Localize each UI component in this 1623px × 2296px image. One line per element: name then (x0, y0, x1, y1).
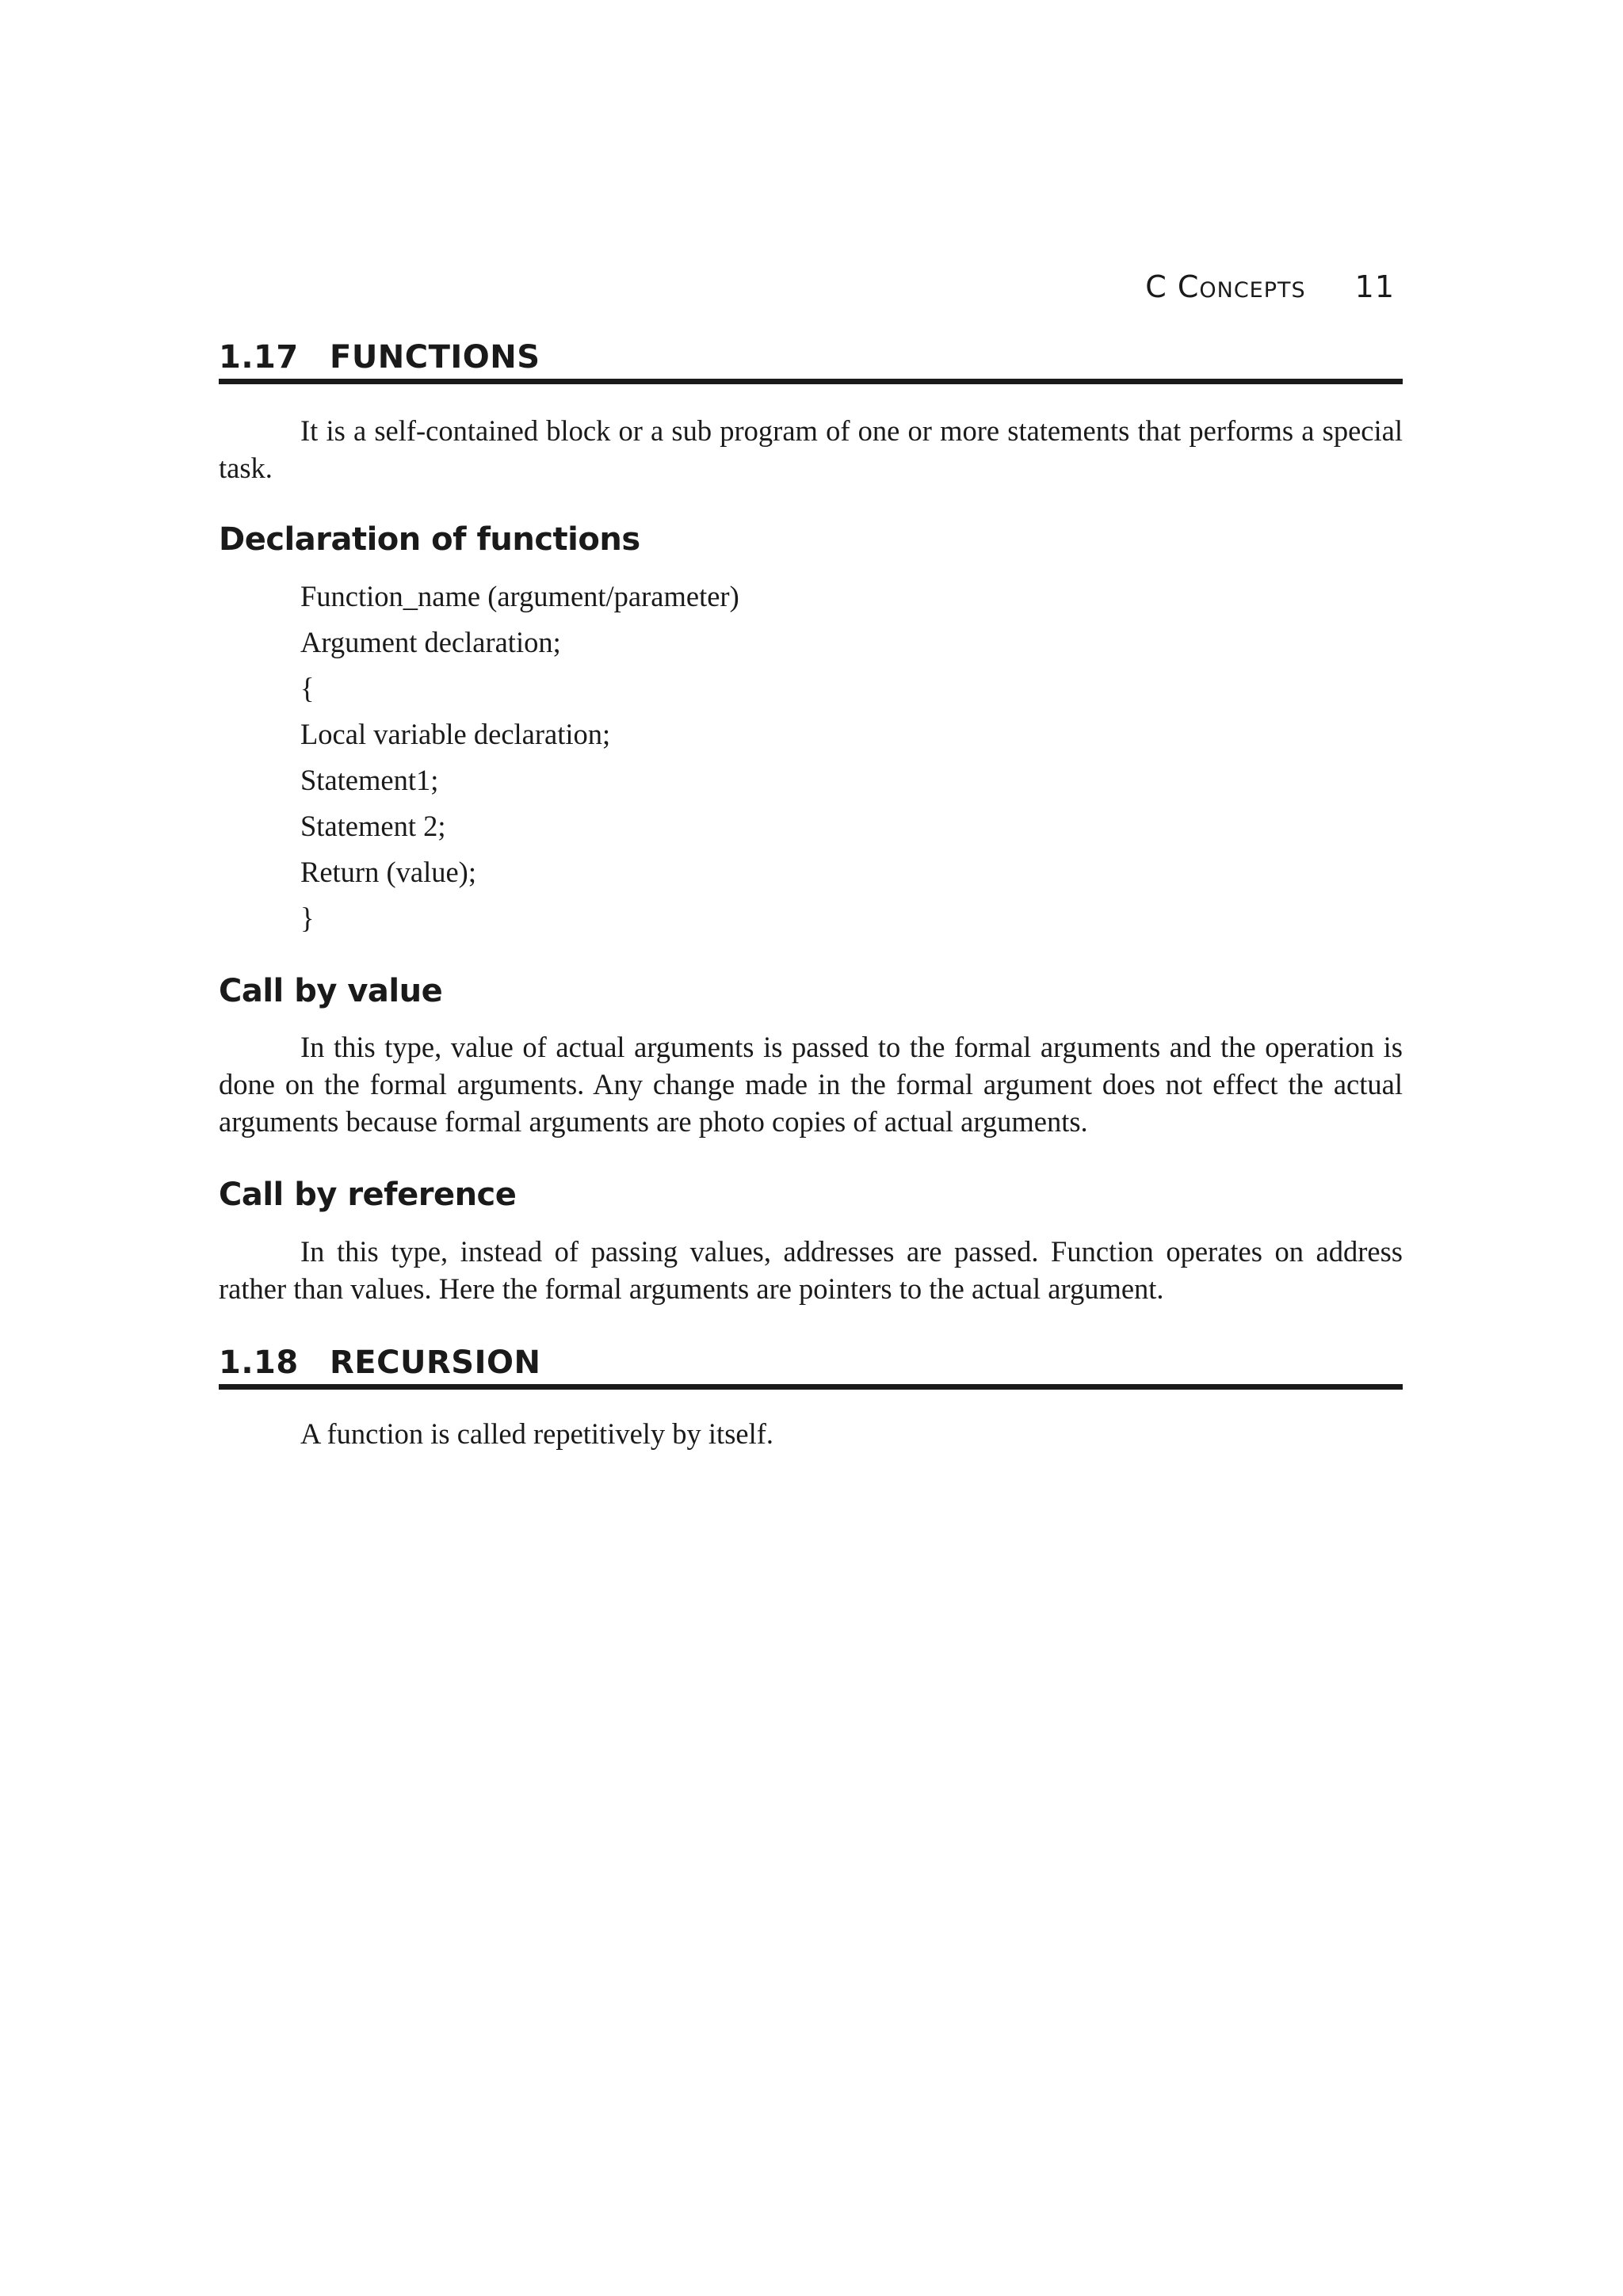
section-heading-functions (219, 339, 1403, 384)
code-line: Statement1; (300, 764, 439, 796)
running-title: C Concepts (1145, 269, 1306, 304)
section-title: FUNCTIONS (330, 339, 540, 376)
section-number: 1.18 (219, 1344, 299, 1381)
section-heading-recursion (219, 1344, 1403, 1390)
code-line: Return (value); (300, 856, 476, 888)
code-line: Argument declaration; (300, 626, 561, 658)
recursion-intro: A function is called repetitively by itself. (300, 1417, 774, 1450)
declaration-heading: Declaration of functions (219, 521, 640, 558)
code-line: Function_name (argument/parameter) (300, 580, 739, 612)
running-head (1145, 269, 1403, 304)
call-by-value-heading: Call by value (219, 973, 443, 1009)
call-by-reference-text: In this type, instead of passing values, addresses are passed. Function operates on address rather than values. Here the formal arguments are pointers to the actual argument. (219, 1235, 1403, 1305)
code-line: } (300, 902, 315, 934)
code-line: { (300, 672, 315, 704)
section-number: 1.17 (219, 339, 299, 376)
page-number: 11 (1354, 269, 1395, 304)
code-line: Local variable declaration; (300, 718, 611, 750)
code-line: Statement 2; (300, 810, 446, 842)
call-by-reference-heading: Call by reference (219, 1177, 517, 1213)
functions-intro: It is a self-contained block or a sub program of one or more statements that performs a special task. (219, 414, 1403, 484)
section-title: RECURSION (330, 1344, 541, 1381)
declaration-code-block (300, 574, 739, 941)
call-by-value-text: In this type, value of actual arguments is passed to the formal arguments and the operation is done on the formal arguments. Any change made in the formal argument does not effect the actual arguments because formal arguments are photo copies of actual arguments. (219, 1031, 1403, 1138)
